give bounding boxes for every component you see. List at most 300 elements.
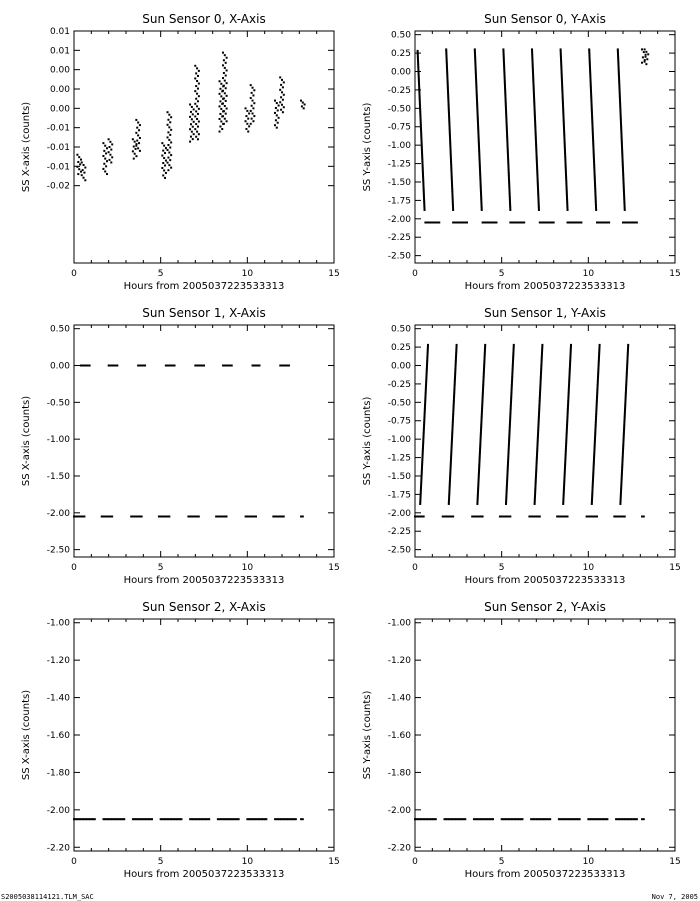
y-tick-label: -2.50: [387, 251, 411, 262]
data-point: [250, 110, 252, 112]
data-point: [509, 515, 511, 517]
data-point: [645, 54, 647, 56]
data-point: [252, 107, 254, 109]
data-point: [169, 121, 171, 123]
data-point: [190, 111, 192, 113]
data-point: [197, 100, 199, 102]
data-point: [484, 344, 486, 346]
chart-panel-0: [21, 12, 340, 292]
data-point: [549, 818, 551, 820]
data-point: [110, 149, 112, 151]
data-point: [189, 116, 191, 118]
x-axis-label: Hours from 2005037223533313: [464, 281, 626, 292]
data-point: [111, 156, 113, 158]
data-point: [464, 818, 466, 820]
data-point: [225, 75, 227, 77]
y-tick-label: -1.60: [46, 731, 70, 741]
data-point: [169, 147, 171, 149]
data-point: [165, 172, 167, 174]
data-point: [495, 221, 497, 223]
data-point: [224, 54, 226, 56]
data-point: [452, 209, 454, 211]
data-point: [276, 102, 278, 104]
data-point: [84, 179, 86, 181]
data-point: [193, 108, 195, 110]
data-point: [198, 70, 200, 72]
data-point: [219, 126, 221, 128]
data-point: [275, 119, 277, 121]
data-point: [165, 160, 167, 162]
x-tick-label: 0: [71, 857, 77, 867]
data-point: [245, 115, 247, 117]
data-point: [189, 103, 191, 105]
data-point: [165, 147, 167, 149]
data-point: [283, 106, 285, 108]
data-point: [482, 515, 484, 517]
data-point: [132, 138, 134, 140]
data-point: [435, 818, 437, 820]
y-tick-label: -0.25: [387, 85, 411, 96]
x-tick-label: 10: [241, 857, 254, 867]
data-point: [641, 515, 643, 517]
data-point: [195, 136, 197, 138]
data-point: [277, 109, 279, 111]
data-point: [170, 154, 172, 156]
data-point: [163, 169, 165, 171]
y-tick-label: -1.00: [387, 141, 411, 152]
data-point: [78, 156, 80, 158]
y-tick-label: -1.75: [387, 490, 411, 501]
data-point: [196, 131, 198, 133]
data-point: [80, 159, 82, 161]
data-point: [452, 515, 454, 517]
data-points: [73, 365, 304, 518]
data-point: [167, 149, 169, 151]
y-tick-label: -2.20: [387, 843, 411, 854]
data-point: [194, 128, 196, 130]
data-point: [196, 67, 198, 69]
data-point: [223, 97, 225, 99]
data-point: [194, 115, 196, 117]
x-tick-label: 5: [157, 857, 164, 867]
data-point: [222, 102, 224, 104]
data-point: [225, 87, 227, 89]
y-tick-label: -1.40: [387, 693, 411, 704]
data-point: [195, 98, 197, 100]
y-tick-label: -1.50: [387, 177, 411, 188]
y-tick-label: -2.00: [46, 508, 70, 519]
data-point: [198, 121, 200, 123]
data-point: [224, 80, 226, 82]
data-point: [198, 83, 200, 85]
y-tick-label: -0.02: [46, 181, 70, 192]
data-point: [137, 122, 139, 124]
y-tick-label: -1.00: [46, 618, 70, 629]
y-tick-label: 0.01: [49, 27, 70, 37]
data-point: [278, 117, 280, 119]
data-point: [456, 344, 458, 346]
data-point: [288, 365, 290, 367]
y-tick-label: 0.50: [390, 30, 411, 41]
data-point: [193, 133, 195, 135]
data-point: [167, 111, 169, 113]
y-tick-label: -0.50: [387, 398, 411, 409]
y-tick-label: 0.00: [49, 104, 70, 115]
data-point: [252, 112, 254, 114]
data-point: [106, 173, 108, 175]
data-point: [137, 134, 139, 136]
data-point: [197, 138, 199, 140]
data-point: [136, 127, 138, 129]
x-axis-label: Hours from 2005037223533313: [123, 281, 285, 292]
data-point: [135, 119, 137, 121]
x-tick-label: 0: [412, 269, 418, 279]
data-point: [109, 159, 111, 161]
data-point: [197, 88, 199, 90]
data-point: [252, 87, 254, 89]
data-point: [219, 113, 221, 115]
data-point: [252, 100, 254, 102]
y-tick-label: -2.00: [387, 508, 411, 519]
data-point: [279, 89, 281, 91]
data-point: [195, 110, 197, 112]
data-point: [624, 209, 626, 211]
data-point: [223, 123, 225, 125]
data-point: [194, 77, 196, 79]
data-point: [253, 102, 255, 104]
data-point: [223, 85, 225, 87]
data-point: [222, 64, 224, 66]
data-point: [144, 365, 146, 367]
chart-title: Sun Sensor 1, X-Axis: [142, 306, 266, 320]
y-tick-label: -1.75: [387, 196, 411, 207]
data-point: [139, 124, 141, 126]
y-tick-label: -1.20: [387, 656, 411, 667]
y-tick-label: -0.01: [46, 123, 70, 134]
y-tick-label: -1.60: [387, 731, 411, 741]
y-tick-label: -0.75: [387, 416, 411, 427]
data-point: [169, 134, 171, 136]
data-point: [190, 136, 192, 138]
data-point: [282, 86, 284, 88]
data-point: [643, 51, 645, 53]
data-point: [225, 62, 227, 64]
data-point: [138, 142, 140, 144]
data-point: [163, 145, 165, 147]
data-point: [111, 515, 113, 517]
data-point: [104, 145, 106, 147]
y-tick-label: -2.50: [46, 545, 70, 556]
chart-title: Sun Sensor 0, X-Axis: [142, 12, 266, 26]
data-point: [170, 129, 172, 131]
data-point: [295, 818, 297, 820]
chart-panel-2: [21, 306, 340, 586]
x-tick-label: 15: [328, 563, 340, 573]
x-tick-label: 5: [157, 563, 164, 573]
data-point: [164, 177, 166, 179]
data-point: [281, 79, 283, 81]
data-point: [192, 138, 194, 140]
x-tick-label: 0: [71, 269, 77, 279]
data-point: [168, 114, 170, 116]
data-point: [139, 137, 141, 139]
data-point: [84, 167, 86, 169]
y-axis-label: SS Y-axis (counts): [362, 102, 373, 192]
data-point: [105, 152, 107, 154]
data-point: [167, 169, 169, 171]
data-point: [642, 56, 644, 58]
data-points: [414, 344, 645, 518]
chart-panel-1: [362, 12, 681, 292]
data-point: [280, 84, 282, 86]
data-point: [194, 65, 196, 67]
data-point: [163, 157, 165, 159]
data-point: [245, 128, 247, 130]
data-point: [102, 155, 104, 157]
data-point: [167, 131, 169, 133]
x-tick-label: 15: [669, 857, 681, 867]
data-point: [538, 209, 540, 211]
data-point: [83, 177, 85, 179]
y-tick-label: 0.25: [390, 49, 411, 60]
data-point: [226, 57, 228, 59]
chart-title: Sun Sensor 2, X-Axis: [142, 600, 266, 614]
data-point: [161, 155, 163, 157]
data-point: [278, 105, 280, 107]
data-point: [646, 58, 648, 60]
data-point: [281, 104, 283, 106]
data-point: [190, 123, 192, 125]
data-point: [103, 163, 105, 165]
data-point: [169, 159, 171, 161]
data-point: [643, 515, 645, 517]
data-point: [509, 209, 511, 211]
x-axis-label: Hours from 2005037223533313: [123, 869, 285, 880]
y-tick-label: -0.01: [46, 143, 70, 153]
plot-frame: [74, 325, 334, 557]
data-point: [108, 151, 110, 153]
data-point: [81, 174, 83, 176]
data-point: [110, 161, 112, 163]
data-point: [226, 82, 228, 84]
data-point: [79, 163, 81, 165]
data-point: [636, 818, 638, 820]
data-point: [250, 84, 252, 86]
data-point: [567, 515, 569, 517]
data-point: [116, 365, 118, 367]
y-tick-label: -0.75: [387, 122, 411, 133]
data-point: [139, 150, 141, 152]
plot-frame: [415, 619, 675, 851]
data-point: [223, 59, 225, 61]
y-tick-label: -2.25: [387, 527, 411, 538]
x-tick-label: 0: [71, 563, 77, 573]
data-point: [281, 91, 283, 93]
data-point: [103, 150, 105, 152]
data-point: [83, 164, 85, 166]
data-point: [78, 168, 80, 170]
data-point: [224, 105, 226, 107]
x-tick-label: 10: [582, 857, 595, 867]
data-point: [162, 162, 164, 164]
footer-filename: S2005038114121.TLM_SAC: [1, 893, 94, 901]
data-point: [162, 150, 164, 152]
data-point: [197, 126, 199, 128]
data-point: [203, 365, 205, 367]
data-point: [231, 365, 233, 367]
data-point: [195, 85, 197, 87]
data-point: [196, 93, 198, 95]
plot-frame: [74, 619, 334, 851]
data-point: [167, 144, 169, 146]
data-point: [194, 90, 196, 92]
data-point: [134, 153, 136, 155]
data-point: [245, 120, 247, 122]
data-point: [161, 142, 163, 144]
data-point: [265, 818, 267, 820]
data-point: [539, 515, 541, 517]
data-point: [223, 110, 225, 112]
data-point: [606, 818, 608, 820]
data-point: [224, 92, 226, 94]
footer-date: Nov 7, 2005: [651, 893, 698, 901]
data-point: [151, 818, 153, 820]
data-point: [275, 107, 277, 109]
y-tick-label: -1.00: [387, 435, 411, 446]
data-point: [644, 48, 646, 50]
data-point: [438, 221, 440, 223]
x-tick-label: 0: [412, 857, 418, 867]
x-tick-label: 10: [241, 269, 254, 279]
data-point: [300, 818, 302, 820]
x-axis-label: Hours from 2005037223533313: [464, 575, 626, 586]
y-tick-label: -2.25: [387, 233, 411, 244]
data-point: [195, 72, 197, 74]
data-point: [226, 69, 228, 71]
data-point: [252, 120, 254, 122]
x-tick-label: 15: [669, 269, 681, 279]
data-point: [174, 365, 176, 367]
chart-title: Sun Sensor 0, Y-Axis: [484, 12, 606, 26]
data-point: [191, 106, 193, 108]
data-point: [180, 818, 182, 820]
data-point: [300, 515, 302, 517]
x-tick-label: 10: [582, 269, 595, 279]
data-point: [161, 167, 163, 169]
data-point: [83, 172, 85, 174]
data-point: [208, 818, 210, 820]
data-point: [304, 103, 306, 105]
data-point: [170, 116, 172, 118]
data-point: [194, 103, 196, 105]
data-point: [283, 94, 285, 96]
x-tick-label: 15: [328, 857, 340, 867]
data-point: [246, 110, 248, 112]
data-point: [162, 174, 164, 176]
data-point: [89, 365, 91, 367]
y-tick-label: 0.00: [49, 361, 70, 372]
data-point: [424, 209, 426, 211]
y-axis-label: SS X-axis (counts): [21, 395, 32, 487]
data-point: [222, 77, 224, 79]
data-point: [225, 100, 227, 102]
data-point: [105, 165, 107, 167]
data-point: [170, 141, 172, 143]
data-point: [253, 89, 255, 91]
data-point: [645, 63, 647, 65]
data-point: [135, 132, 137, 134]
data-point: [624, 515, 626, 517]
data-points: [73, 818, 304, 820]
data-point: [423, 515, 425, 517]
y-tick-label: 0.00: [390, 67, 411, 78]
data-point: [523, 221, 525, 223]
data-point: [106, 160, 108, 162]
data-points: [76, 52, 305, 182]
data-point: [274, 100, 276, 102]
data-point: [226, 108, 228, 110]
data-point: [219, 131, 221, 133]
chart-panel-3: [362, 306, 681, 586]
data-point: [168, 515, 170, 517]
y-tick-label: 0.00: [390, 361, 411, 372]
data-point: [226, 95, 228, 97]
data-point: [219, 118, 221, 120]
data-point: [104, 158, 106, 160]
data-point: [219, 80, 221, 82]
x-tick-label: 15: [328, 269, 340, 279]
data-point: [274, 112, 276, 114]
data-point: [303, 107, 305, 109]
data-point: [224, 67, 226, 69]
data-point: [198, 515, 200, 517]
data-point: [595, 209, 597, 211]
data-point: [133, 158, 135, 160]
data-point: [109, 141, 111, 143]
data-point: [192, 126, 194, 128]
data-point: [137, 147, 139, 149]
y-tick-label: -1.50: [46, 471, 70, 482]
plot-frame: [415, 31, 675, 263]
data-point: [302, 515, 304, 517]
y-axis-label: SS Y-axis (counts): [362, 396, 373, 486]
y-tick-label: -1.20: [46, 656, 70, 667]
data-point: [134, 141, 136, 143]
data-point: [279, 76, 281, 78]
data-point: [645, 51, 647, 53]
data-point: [81, 161, 83, 163]
data-point: [83, 515, 85, 517]
data-point: [251, 105, 253, 107]
y-tick-label: -0.50: [387, 104, 411, 115]
data-point: [248, 112, 250, 114]
data-point: [222, 115, 224, 117]
data-point: [645, 56, 647, 58]
y-axis-label: SS Y-axis (counts): [362, 690, 373, 780]
data-point: [226, 120, 228, 122]
data-point: [280, 109, 282, 111]
data-point: [106, 147, 108, 149]
data-point: [219, 105, 221, 107]
data-point: [102, 168, 104, 170]
data-point: [197, 75, 199, 77]
data-point: [219, 93, 221, 95]
y-tick-label: 0.25: [390, 343, 411, 354]
data-point: [280, 96, 282, 98]
y-tick-label: -1.80: [387, 768, 411, 779]
data-point: [104, 170, 106, 172]
data-point: [255, 515, 257, 517]
